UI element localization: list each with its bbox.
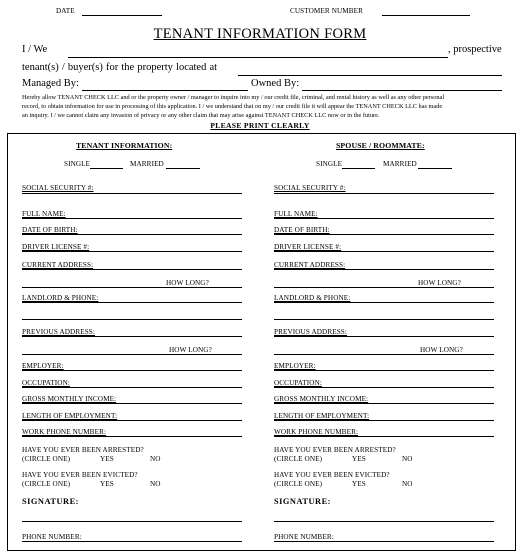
license-field[interactable] xyxy=(274,251,494,252)
married-label: MARRIED xyxy=(130,160,164,168)
employer-label: EMPLOYER: xyxy=(22,362,64,370)
authorization-line: record, to obtain information for use in processing of this application. I / we understand that on my / our credit file it will appear the TENANT CHECK LLC has made xyxy=(22,103,443,111)
signature-label: SIGNATURE: xyxy=(22,497,79,506)
authorization-line: an inquiry. I / we cannot claim any invasion of privacy or any other claim that may arise against TENANT CHECK LLC now or in the future. xyxy=(22,112,380,120)
circle-one-label: (CIRCLE ONE) xyxy=(274,480,323,488)
license-label: DRIVER LICENSE #: xyxy=(22,243,90,251)
married-field[interactable] xyxy=(418,168,452,169)
previous-address-label: PREVIOUS ADDRESS: xyxy=(274,328,347,336)
full-name-label: FULL NAME: xyxy=(274,210,318,218)
landlord-phone-label: LANDLORD & PHONE: xyxy=(274,294,351,302)
single-label: SINGLE xyxy=(316,160,343,168)
previous-address-label: PREVIOUS ADDRESS: xyxy=(22,328,95,336)
landlord-phone-field-2[interactable] xyxy=(22,319,242,320)
previous-address-field-2[interactable] xyxy=(274,354,494,355)
form-title: TENANT INFORMATION FORM xyxy=(153,26,367,42)
managed-by-field[interactable] xyxy=(82,90,248,91)
phone-number-field[interactable] xyxy=(22,541,242,542)
phone-number-field[interactable] xyxy=(274,541,494,542)
landlord-phone-label: LANDLORD & PHONE: xyxy=(22,294,99,302)
occupation-label: OCCUPATION: xyxy=(22,379,70,387)
employment-length-field[interactable] xyxy=(22,420,242,421)
employment-length-label: LENGTH OF EMPLOYMENT: xyxy=(22,412,118,420)
current-address-field[interactable] xyxy=(274,269,494,270)
occupation-field[interactable] xyxy=(274,387,494,388)
arrested-question: HAVE YOU EVER BEEN ARRESTED? xyxy=(274,446,396,454)
phone-number-label: PHONE NUMBER: xyxy=(274,533,334,541)
full-name-field[interactable] xyxy=(22,218,242,219)
current-address-field[interactable] xyxy=(22,269,242,270)
current-address-label: CURRENT ADDRESS: xyxy=(22,261,94,269)
previous-address-field-2[interactable] xyxy=(22,354,242,355)
gross-income-label: GROSS MONTHLY INCOME: xyxy=(274,395,369,403)
work-phone-field[interactable] xyxy=(22,436,242,437)
circle-one-label: (CIRCLE ONE) xyxy=(274,455,323,463)
employer-field[interactable] xyxy=(274,370,494,371)
current-address-field-2[interactable] xyxy=(274,287,494,288)
managed-by-label: Managed By: xyxy=(22,78,79,89)
dob-field[interactable] xyxy=(274,234,494,235)
phone-number-label: PHONE NUMBER: xyxy=(22,533,82,541)
current-address-field-2[interactable] xyxy=(22,287,242,288)
owned-by-field[interactable] xyxy=(302,90,502,91)
authorization-paragraph xyxy=(22,93,510,121)
signature-field[interactable] xyxy=(22,521,242,522)
i-we-label: I / We xyxy=(22,44,48,55)
no-option[interactable]: NO xyxy=(402,480,413,488)
single-label: SINGLE xyxy=(64,160,91,168)
work-phone-label: WORK PHONE NUMBER: xyxy=(22,428,107,436)
gross-income-field[interactable] xyxy=(274,403,494,404)
dob-label: DATE OF BIRTH: xyxy=(274,226,330,234)
prospective-label: , prospective xyxy=(448,44,502,55)
license-label: DRIVER LICENSE #: xyxy=(274,243,342,251)
ssn-field[interactable] xyxy=(22,193,242,194)
signature-field[interactable] xyxy=(274,521,494,522)
married-field[interactable] xyxy=(166,168,200,169)
how-long-label: HOW LONG? xyxy=(418,279,461,287)
employer-label: EMPLOYER: xyxy=(274,362,316,370)
signature-label: SIGNATURE: xyxy=(274,497,331,506)
yes-option[interactable]: YES xyxy=(100,480,114,488)
occupation-label: OCCUPATION: xyxy=(274,379,322,387)
license-field[interactable] xyxy=(22,251,242,252)
work-phone-field[interactable] xyxy=(274,436,494,437)
tenant-heading: TENANT INFORMATION: xyxy=(76,141,173,150)
occupation-field[interactable] xyxy=(22,387,242,388)
previous-address-field[interactable] xyxy=(274,336,494,337)
ssn-label: SOCIAL SECURITY #: xyxy=(274,184,346,192)
employer-field[interactable] xyxy=(22,370,242,371)
single-field[interactable] xyxy=(90,168,123,169)
evicted-question: HAVE YOU EVER BEEN EVICTED? xyxy=(22,471,138,479)
employment-length-field[interactable] xyxy=(274,420,494,421)
applicant-names-field[interactable] xyxy=(68,57,448,58)
ssn-label: SOCIAL SECURITY #: xyxy=(22,184,94,192)
dob-field[interactable] xyxy=(22,234,242,235)
yes-option[interactable]: YES xyxy=(352,480,366,488)
ssn-field[interactable] xyxy=(274,193,494,194)
full-name-label: FULL NAME: xyxy=(22,210,66,218)
previous-address-field[interactable] xyxy=(22,336,242,337)
how-long-label: HOW LONG? xyxy=(169,346,212,354)
yes-option[interactable]: YES xyxy=(352,455,366,463)
no-option[interactable]: NO xyxy=(150,480,161,488)
how-long-label: HOW LONG? xyxy=(420,346,463,354)
gross-income-label: GROSS MONTHLY INCOME: xyxy=(22,395,117,403)
print-clearly-notice: PLEASE PRINT CLEARLY xyxy=(210,121,310,130)
current-address-label: CURRENT ADDRESS: xyxy=(274,261,346,269)
property-address-field[interactable] xyxy=(238,75,502,76)
dob-label: DATE OF BIRTH: xyxy=(22,226,78,234)
single-field[interactable] xyxy=(342,168,375,169)
date-field[interactable] xyxy=(82,15,162,16)
landlord-phone-field[interactable] xyxy=(274,302,494,303)
gross-income-field[interactable] xyxy=(22,403,242,404)
employment-length-label: LENGTH OF EMPLOYMENT: xyxy=(274,412,370,420)
landlord-phone-field-2[interactable] xyxy=(274,319,494,320)
customer-number-label: CUSTOMER NUMBER xyxy=(290,7,364,15)
owned-by-label: Owned By: xyxy=(251,78,300,89)
circle-one-label: (CIRCLE ONE) xyxy=(22,480,71,488)
how-long-label: HOW LONG? xyxy=(166,279,209,287)
customer-number-field[interactable] xyxy=(382,15,470,16)
married-label: MARRIED xyxy=(383,160,417,168)
authorization-line: Hereby allow TENANT CHECK LLC and or the property owner / manager to inquire into my / our credit file, criminal, and rental history as well as any other personal xyxy=(22,94,445,101)
date-label: DATE xyxy=(56,7,75,15)
work-phone-label: WORK PHONE NUMBER: xyxy=(274,428,359,436)
landlord-phone-field[interactable] xyxy=(22,302,242,303)
roommate-heading: SPOUSE / ROOMMATE: xyxy=(336,141,425,150)
yes-option[interactable]: YES xyxy=(100,455,114,463)
no-option[interactable]: NO xyxy=(150,455,161,463)
full-name-field[interactable] xyxy=(274,218,494,219)
evicted-question: HAVE YOU EVER BEEN EVICTED? xyxy=(274,471,390,479)
no-option[interactable]: NO xyxy=(402,455,413,463)
tenants-label: tenant(s) / buyer(s) for the property located at xyxy=(22,62,218,73)
applicant-info-box xyxy=(7,133,516,551)
circle-one-label: (CIRCLE ONE) xyxy=(22,455,71,463)
arrested-question: HAVE YOU EVER BEEN ARRESTED? xyxy=(22,446,144,454)
